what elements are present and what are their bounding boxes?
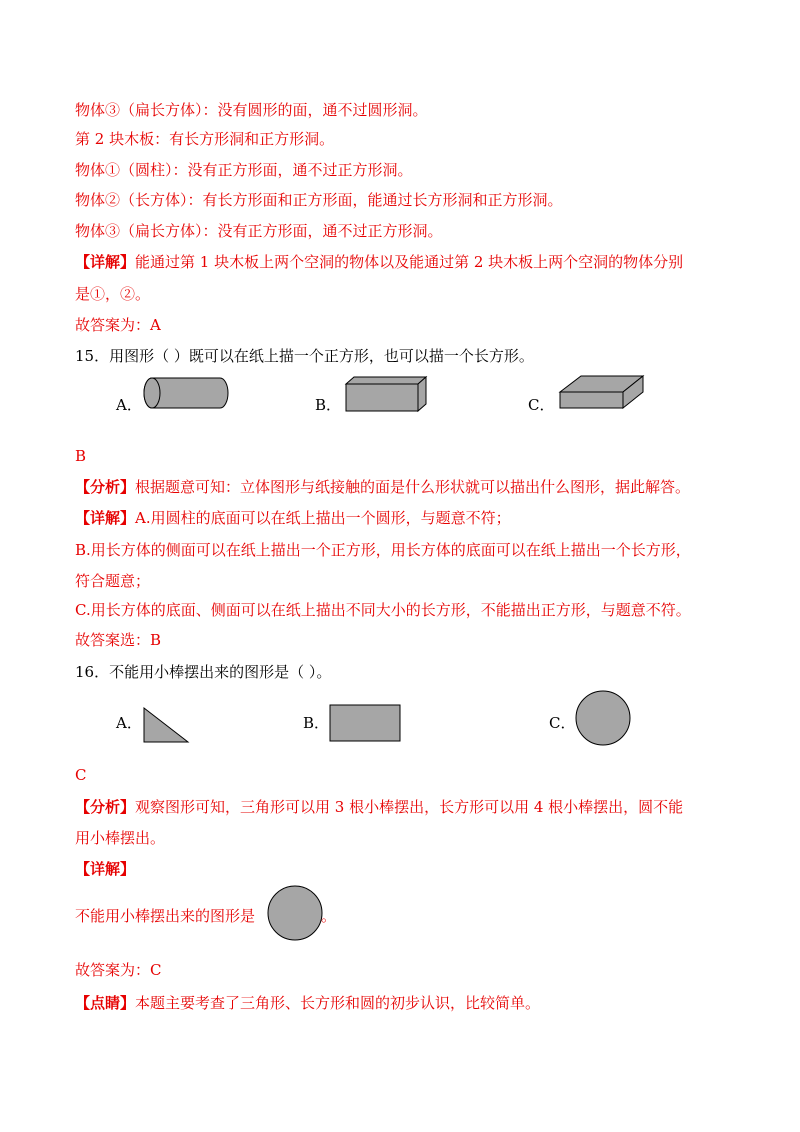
cylinder-icon bbox=[140, 374, 232, 414]
comment-text: 本题主要考查了三角形、长方形和圆的初步认识，比较简单。 bbox=[135, 994, 541, 1012]
comment-tag: 【点睛】 bbox=[75, 994, 136, 1012]
detail-text-continued: B.用长方体的侧面可以在纸上描出一个正方形，用长方体的底面可以在纸上描出一个长方形， bbox=[75, 541, 691, 559]
analysis-tag: 【分析】 bbox=[75, 478, 136, 496]
detail-tag: 【详解】 bbox=[75, 860, 136, 878]
answer-line: 故答案为：C bbox=[75, 961, 162, 979]
triangle-icon bbox=[140, 705, 192, 745]
q15-option-c-label: C． bbox=[528, 396, 555, 414]
q16-option-b-label: B． bbox=[303, 714, 330, 732]
analysis-text: 观察图形可知，三角形可以用 3 根小棒摆出，长方形可以用 4 根小棒摆出，圆不能 bbox=[135, 798, 684, 816]
cuboid-icon bbox=[340, 374, 430, 414]
circle-icon bbox=[266, 884, 324, 942]
analysis-paragraph bbox=[75, 477, 690, 497]
flat-cuboid-icon bbox=[555, 372, 649, 412]
detail-text: 能通过第 1 块木板上两个空洞的物体以及能通过第 2 块木板上两个空洞的物体分别 bbox=[135, 253, 684, 271]
detail-text-continued: 符合题意； bbox=[75, 572, 151, 590]
detail-text-continued: 是①，②。 bbox=[75, 285, 151, 303]
analysis-paragraph bbox=[75, 797, 683, 817]
detail-text: 不能用小棒摆出来的图形是 bbox=[75, 907, 256, 925]
detail-tag: 【详解】 bbox=[75, 509, 136, 527]
analysis-text-continued: 用小棒摆出。 bbox=[75, 829, 166, 847]
question-15-stem: 15．用图形（ ）既可以在纸上描一个正方形，也可以描一个长方形。 bbox=[75, 347, 534, 365]
detail-text-end: 。 bbox=[321, 907, 337, 925]
solution-line: 物体③（扁长方体）：没有圆形的面，通不过圆形洞。 bbox=[75, 101, 428, 119]
q16-key: C bbox=[75, 766, 87, 784]
answer-line: 故答案选：B bbox=[75, 631, 162, 649]
solution-line: 物体①（圆柱）：没有正方形面，通不过正方形洞。 bbox=[75, 161, 413, 179]
solution-line: 物体③（扁长方体）：没有正方形面，通不过正方形洞。 bbox=[75, 222, 443, 240]
detail-tag: 【详解】 bbox=[75, 253, 136, 271]
q15-option-a-label: A． bbox=[116, 396, 142, 414]
comment-paragraph bbox=[75, 993, 540, 1013]
q16-option-c-label: C． bbox=[549, 714, 576, 732]
q15-option-b-label: B． bbox=[315, 396, 342, 414]
question-16-stem: 16．不能用小棒摆出来的图形是（ ）。 bbox=[75, 663, 332, 681]
analysis-text: 根据题意可知：立体图形与纸接触的面是什么形状就可以描出什么图形，据此解答。 bbox=[135, 478, 691, 496]
detail-text-continued: C.用长方体的底面、侧面可以在纸上描出不同大小的长方形，不能描出正方形，与题意不符。 bbox=[75, 601, 691, 619]
solution-line: 第 2 块木板：有长方形洞和正方形洞。 bbox=[75, 130, 335, 148]
q15-key: B bbox=[75, 447, 87, 465]
answer-line: 故答案为：A bbox=[75, 316, 161, 334]
circle-icon bbox=[574, 689, 632, 747]
solution-line: 物体②（长方体）：有长方形面和正方形面，能通过长方形洞和正方形洞。 bbox=[75, 191, 563, 209]
detail-paragraph bbox=[75, 252, 683, 272]
detail-paragraph bbox=[75, 508, 511, 528]
q16-option-a-label: A． bbox=[116, 714, 142, 732]
rectangle-icon bbox=[327, 702, 403, 744]
analysis-tag: 【分析】 bbox=[75, 798, 136, 816]
detail-text: A.用圆柱的底面可以在纸上描出一个圆形，与题意不符； bbox=[135, 509, 511, 527]
